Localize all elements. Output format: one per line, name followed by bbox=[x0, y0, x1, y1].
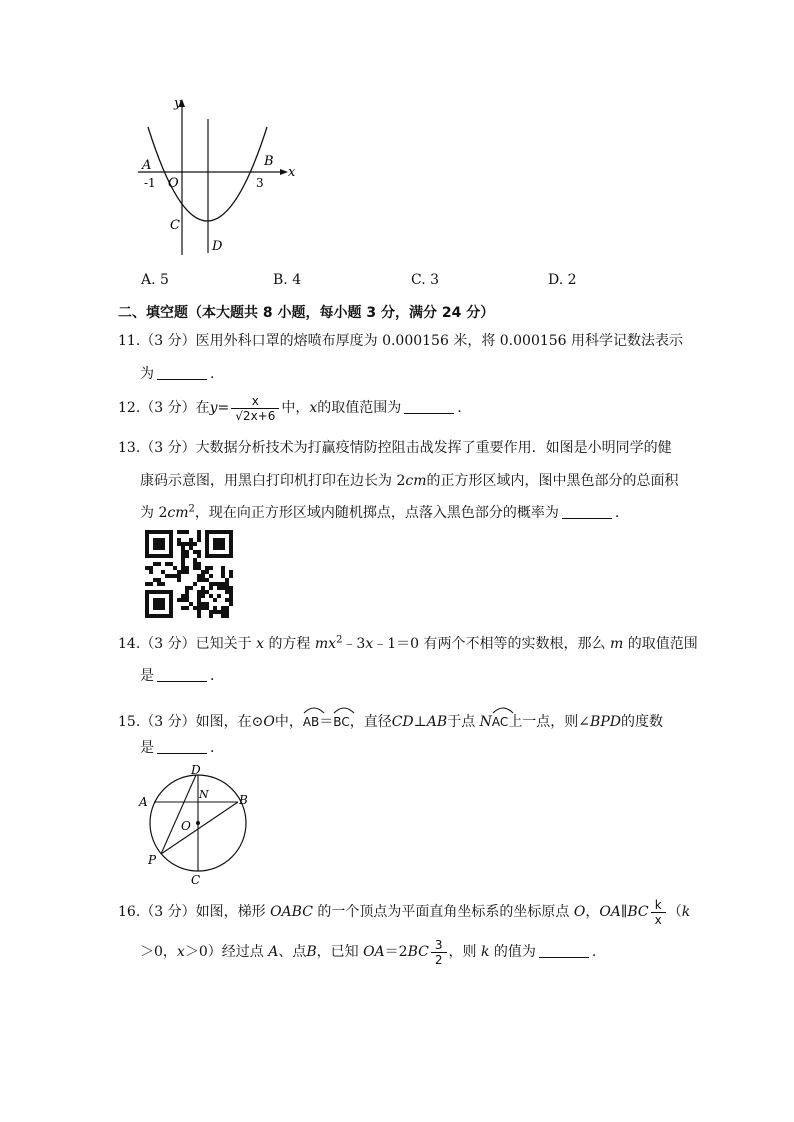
arc-ab: AB bbox=[303, 708, 319, 732]
q15-blank[interactable] bbox=[157, 739, 207, 754]
q16-line2: ＞0，x＞0）经过点 A、点B，已知 OA＝2BC $\frac{3}{2}$ ，则 k 的值为 . bbox=[140, 937, 597, 967]
q14-blank[interactable] bbox=[157, 667, 207, 682]
q15-line2: 是 . bbox=[140, 740, 215, 756]
circle-diagram bbox=[135, 762, 260, 887]
arc-ac: AC bbox=[492, 708, 508, 732]
qr-code-image bbox=[145, 530, 233, 618]
q13-blank[interactable] bbox=[562, 504, 612, 519]
q16-line1: 16.（3 分）如图，梯形 OABC 的一个顶点为平面直角坐标系的坐标原点 O，OA∥BC $\frac{k}{x}$ （k bbox=[118, 897, 691, 927]
q16-blank[interactable] bbox=[539, 943, 589, 958]
label-c2: C bbox=[191, 873, 201, 887]
choice-c: C. 3 bbox=[411, 272, 440, 288]
section-title: 二、填空题（本大题共 8 小题，每小题 3 分，满分 24 分） bbox=[118, 305, 495, 321]
label-o2: O bbox=[181, 819, 191, 833]
q11-blank[interactable] bbox=[157, 365, 207, 380]
q12-fraction: $\frac{x}{√2x+6}$ bbox=[231, 394, 279, 423]
q14-line2: 是 . bbox=[140, 668, 215, 684]
label-d2: D bbox=[191, 763, 201, 777]
choice-d: D. 2 bbox=[548, 272, 577, 288]
label-y: y bbox=[174, 96, 182, 111]
q12-blank[interactable] bbox=[404, 399, 454, 414]
label-b2: B bbox=[239, 793, 248, 807]
label-p: P bbox=[148, 853, 157, 867]
label-c: C bbox=[170, 218, 180, 233]
choice-a: A. 5 bbox=[141, 272, 169, 288]
label-o: O bbox=[168, 176, 179, 191]
label-3: 3 bbox=[256, 176, 264, 190]
q13-line2: 康码示意图，用黑白打印机打印在边长为 2cm的正方形区域内，图中黑色部分的总面积 bbox=[140, 473, 679, 489]
q12: 12.（3 分）在y= $\frac{x}{√2x+6}$ 中，x的取值范围为 . bbox=[118, 393, 462, 423]
q13-line1: 13.（3 分）大数据分析技术为打赢疫情防控阻击战发挥了重要作用．如图是小明同学的健 bbox=[118, 440, 672, 456]
choice-b: B. 4 bbox=[273, 272, 302, 288]
arc-bc: BC bbox=[333, 708, 349, 732]
q11-line2: 为 . bbox=[140, 366, 215, 382]
label-a: A bbox=[142, 158, 152, 173]
q16-fraction-k-x: $\frac{k}{x}$ bbox=[651, 898, 666, 927]
label-x: x bbox=[288, 165, 296, 180]
label-d: D bbox=[212, 239, 223, 254]
label-a2: A bbox=[139, 795, 148, 809]
q13-line3: 为 $2cm^2$，现在向正方形区域内随机掷点，点落入黑色部分的概率为 . bbox=[140, 503, 620, 521]
q15-line1: 15.（3 分）如图，在⊙O中， AB＝ BC，直径CD⊥AB于点 N AC上一点，则∠BPD的度数 bbox=[118, 708, 663, 732]
q16-fraction-3-2: $\frac{3}{2}$ bbox=[431, 938, 447, 967]
label-n: N bbox=[199, 788, 209, 801]
label-neg1: -1 bbox=[144, 176, 156, 190]
label-b: B bbox=[264, 154, 274, 169]
x-axis-arrow bbox=[280, 169, 288, 175]
q14-line1: 14.（3 分）已知关于 x 的方程 $mx^2﹣3x﹣1=0$ 有两个不相等的实数根，那么 m 的取值范围 bbox=[118, 634, 698, 652]
parabola-graph bbox=[130, 95, 305, 265]
center-dot bbox=[196, 821, 200, 825]
q11-line1: 11.（3 分）医用外科口罩的熔喷布厚度为 0.000156 米，将 0.000156 用科学记数法表示 bbox=[118, 333, 684, 349]
